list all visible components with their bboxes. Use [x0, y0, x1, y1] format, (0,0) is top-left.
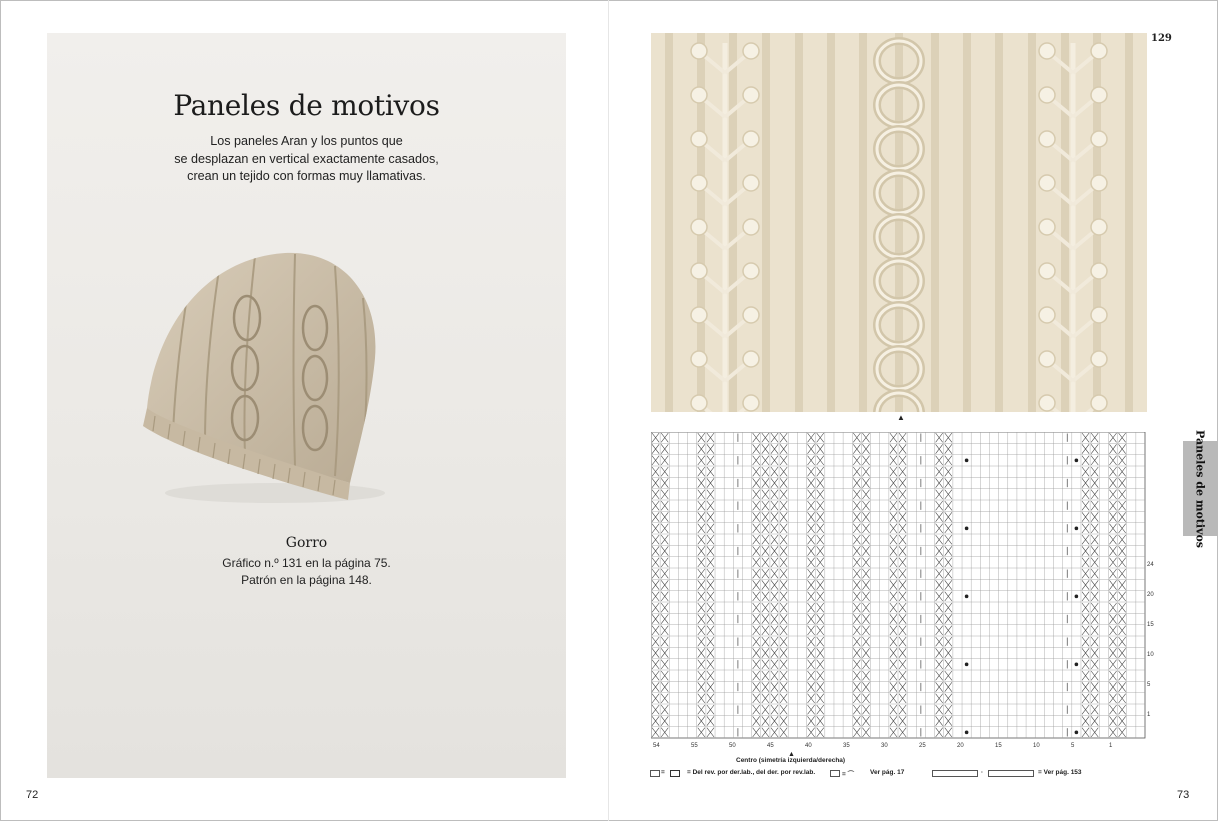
chart-column-label: 50 [729, 743, 736, 749]
chart-column-label: 54 [653, 743, 660, 749]
chart-column-label: 15 [995, 743, 1002, 749]
page-title: Paneles de motivos [173, 89, 440, 122]
legend-separator: · [981, 769, 984, 776]
chart-column-label: 30 [881, 743, 888, 749]
swatch-bobble [743, 131, 759, 147]
swatch-bobble [743, 351, 759, 367]
side-tab-label: Paneles de motivos [1193, 430, 1207, 548]
chart-bobble-symbol [965, 595, 969, 599]
intro-line: se desplazan en vertical exactamente casados, [174, 151, 439, 166]
intro-line: crean un tejido con formas muy llamativas. [187, 169, 426, 183]
swatch-bobble [691, 87, 707, 103]
swatch-rib [762, 33, 770, 412]
chart-column-label: 45 [767, 743, 774, 749]
chart-row-label: 24 [1147, 562, 1154, 568]
swatch-bobble [743, 87, 759, 103]
caption-line: Gráfico n.º 131 en la página 75. [222, 556, 391, 570]
swatch-rib [665, 33, 673, 412]
swatch-bobble [1039, 307, 1055, 323]
swatch-bobble [743, 395, 759, 411]
legend-cable-text: = Ver pág. 153 [1038, 769, 1082, 776]
caption-text [47, 555, 566, 588]
chart-column-label: 35 [843, 743, 850, 749]
swatch-bobble [743, 175, 759, 191]
chart-legend: = = Del rev. por der.lab., del der. por rev.lab. = ⌒ Ver pág. 17 · = Ver pág. 153 [650, 768, 1120, 782]
chart-bobble-symbol [1075, 731, 1079, 735]
swatch-bobble [1091, 175, 1107, 191]
chart-column-label: 40 [805, 743, 812, 749]
chart-bobble-symbol [1075, 527, 1079, 531]
chart-bobble-symbol [965, 731, 969, 735]
swatch-bobble [1039, 351, 1055, 367]
purl-symbol-icon [650, 770, 660, 777]
chart-bobble-symbol [965, 663, 969, 667]
chart-row-label: 20 [1147, 592, 1154, 598]
swatch-bobble [743, 43, 759, 59]
chart-column-label: 5 [1071, 743, 1075, 749]
top-page-number: 129 [1151, 33, 1172, 44]
swatch-bobble [691, 395, 707, 411]
chart-column-label: 1 [1109, 743, 1113, 749]
chart-column-label: 20 [957, 743, 964, 749]
cable-left-symbol-icon [932, 770, 978, 777]
swatch-bobble [1091, 307, 1107, 323]
swatch-rib [995, 33, 1003, 412]
swatch-bobble [1039, 175, 1055, 191]
swatch-bobble [743, 307, 759, 323]
page-gutter [608, 0, 609, 821]
swatch-bobble [1091, 87, 1107, 103]
legend-purl-text: = Del rev. por der.lab., del der. por rev.lab. [687, 769, 816, 776]
chart-row-label: 10 [1147, 652, 1154, 658]
bobble-symbol-icon [830, 770, 840, 777]
chart-bobble-symbol [1075, 459, 1079, 463]
chart-column-label: 10 [1033, 743, 1040, 749]
chart-column-label: 55 [691, 743, 698, 749]
swatch-bobble [691, 175, 707, 191]
center-marker-icon: ▲ [897, 413, 905, 422]
intro-text [47, 133, 566, 186]
chart-row-label: 1 [1147, 712, 1151, 718]
swatch-bobble [1091, 263, 1107, 279]
swatch-bobble [691, 131, 707, 147]
chart-bobble-symbol [1075, 595, 1079, 599]
swatch-bobble [1091, 219, 1107, 235]
swatch-bobble [1091, 43, 1107, 59]
chart-bobble-symbol [965, 459, 969, 463]
swatch-bobble [1039, 395, 1055, 411]
swatch-rib [931, 33, 939, 412]
section-side-tab[interactable] [1183, 430, 1218, 548]
knitting-chart [651, 432, 1157, 752]
swatch-bobble [691, 43, 707, 59]
intro-line: Los paneles Aran y los puntos que [210, 134, 403, 148]
swatch-rib [827, 33, 835, 412]
swatch-bobble [1091, 395, 1107, 411]
swatch-rib [729, 33, 737, 412]
swatch-rib [1125, 33, 1133, 412]
swatch-bobble [691, 263, 707, 279]
swatch-rib [1028, 33, 1036, 412]
swatch-bobble [691, 307, 707, 323]
swatch-bobble [691, 219, 707, 235]
swatch-bobble [1039, 87, 1055, 103]
swatch-rib [963, 33, 971, 412]
swatch-bobble [1039, 43, 1055, 59]
swatch-bobble [743, 219, 759, 235]
right-page-number: 73 [1177, 789, 1190, 801]
chart-bobble-symbol [1075, 663, 1079, 667]
swatch-bobble [1091, 131, 1107, 147]
chart-column-label: 25 [919, 743, 926, 749]
knit-symbol-icon [670, 770, 680, 777]
chart-center-label: Centro (simetría izquierda/derecha) [736, 757, 846, 764]
caption-title: Gorro [285, 535, 328, 551]
swatch-rib [859, 33, 867, 412]
left-page-number: 72 [26, 789, 39, 801]
swatch-rib [895, 33, 903, 412]
chart-row-label: 15 [1147, 622, 1154, 628]
swatch-bobble [1091, 351, 1107, 367]
cable-right-symbol-icon [988, 770, 1034, 777]
knit-swatch-photo [651, 33, 1147, 412]
swatch-bobble [1039, 131, 1055, 147]
legend-bobble-text: Ver pág. 17 [870, 769, 905, 776]
chart-bobble-symbol [965, 527, 969, 531]
chart-center-arrow-icon: ▲ [788, 751, 795, 758]
left-page-panel [47, 33, 566, 778]
swatch-rib [1061, 33, 1069, 412]
swatch-bobble [743, 263, 759, 279]
chart-row-label: 5 [1147, 682, 1151, 688]
swatch-bobble [1039, 263, 1055, 279]
swatch-bobble [691, 351, 707, 367]
swatch-bobble [1039, 219, 1055, 235]
knitted-hat-photo [135, 238, 395, 508]
caption-line: Patrón en la página 148. [241, 572, 372, 587]
swatch-rib [795, 33, 803, 412]
